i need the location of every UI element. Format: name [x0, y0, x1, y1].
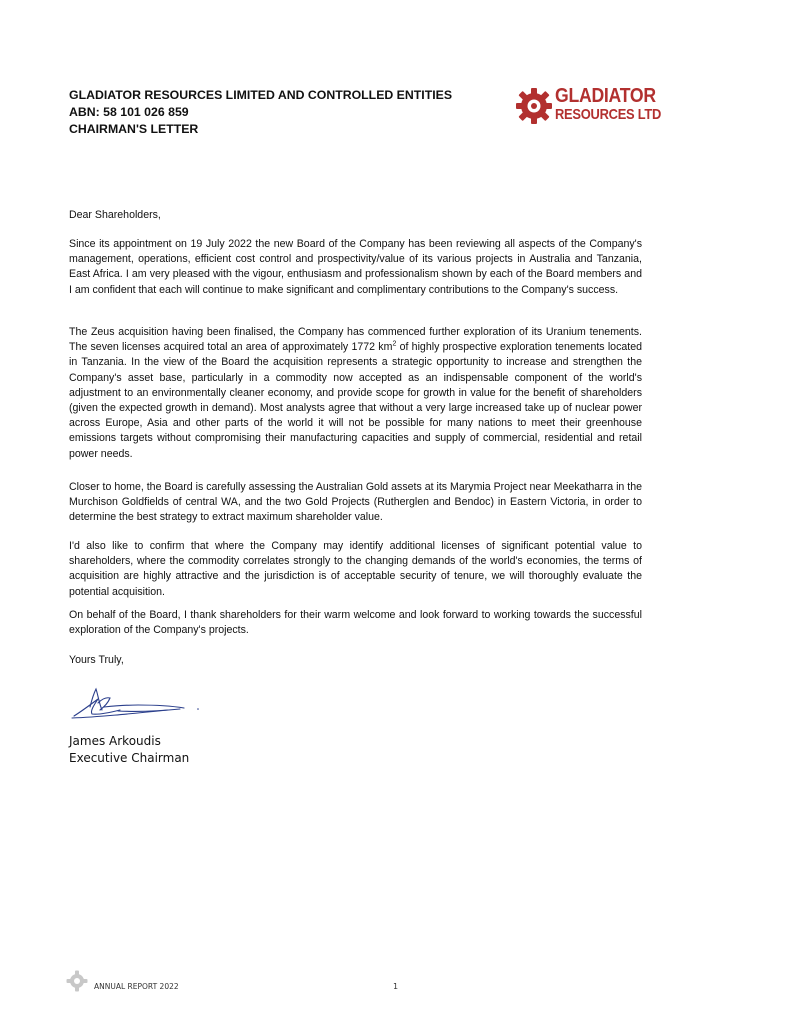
paragraph-2-text-a: The Zeus acquisition having been finalised, the Company has commenced further exploration of its Uranium tenements. The seven licenses acquired total an area of approximately 1772 km — [69, 326, 642, 354]
signatory-name: James Arkoudis — [69, 734, 161, 748]
footer-label: ANNUAL REPORT 2022 — [94, 982, 179, 991]
paragraph-5: On behalf of the Board, I thank shareholders for their warm welcome and look forward to working towards the successful exploration of the Company's projects. — [69, 609, 642, 637]
signature-image — [68, 683, 208, 723]
gear-icon — [515, 86, 553, 126]
page-footer — [66, 970, 746, 1000]
signatory-title: Executive Chairman — [69, 751, 190, 765]
signatory-block — [69, 733, 189, 767]
paragraph-2-text-b: of highly prospective exploration tenements located in Tanzania. In the view of the Board the acquisition represents a strategic opportunity to increase and strengthen the Company's asset base, particularly in a commodity now accepted as an indispensable component of the world's adjustment to an environmentally cleaner economy, and provide scope for growth in value for the benefit of shareholders (given the expected growth in demand). Most analysts agree that without a very large increased take up of nuclear power across Europe, Asia and other parts of the world it will not be possible for many nations to meet their greenhouse emissions targets without compromising their manufacturing capacities and supply of commercial, residential and retail power needs. — [69, 341, 642, 460]
paragraph-3: Closer to home, the Board is carefully assessing the Australian Gold assets at its Marymia Project near Meekatharra in the Murchison Goldfields of central WA, and the two Gold Projects (Rutherglen and Bendoc) in Eastern Victoria, in order to determine the best strategy to extract maximum shareholder value. — [69, 481, 642, 524]
paragraph-4: I'd also like to confirm that where the Company may identify additional licenses of significant potential value to shareholders, where the commodity correlates strongly to the changing demands of the world's economies, the terms of acquisition are highly attractive and the jurisdiction is of acceptable security of tenure, we will thoroughly evaluate the potential acquisition. — [69, 540, 642, 598]
letterhead — [69, 87, 452, 138]
logo-wordmark: GLADIATOR — [555, 84, 656, 107]
document-title: CHAIRMAN'S LETTER — [69, 122, 199, 136]
salutation: Dear Shareholders, — [69, 209, 161, 221]
paragraph-1: Since its appointment on 19 July 2022 the new Board of the Company has been reviewing all aspects of the Company's management, operations, efficient cost control and prospectivity/value of its various projects in Australia and Tanzania, East Africa. I am very pleased with the vigour, enthusiasm and professionalism shown by each of the Board members and I am confident that each will continue to make significant and complimentary contributions to the Company's success. — [69, 238, 642, 296]
closing: Yours Truly, — [69, 654, 124, 666]
superscript-2: 2 — [392, 340, 397, 348]
paragraph-2 — [69, 325, 642, 462]
gear-watermark-icon — [66, 970, 88, 992]
company-name: GLADIATOR RESOURCES LIMITED AND CONTROLLED ENTITIES — [69, 88, 453, 102]
page-number: 1 — [393, 982, 399, 991]
logo-subtitle: RESOURCES LTD — [555, 106, 662, 123]
abn: ABN: 58 101 026 859 — [69, 105, 189, 119]
gladiator-logo — [515, 85, 665, 127]
